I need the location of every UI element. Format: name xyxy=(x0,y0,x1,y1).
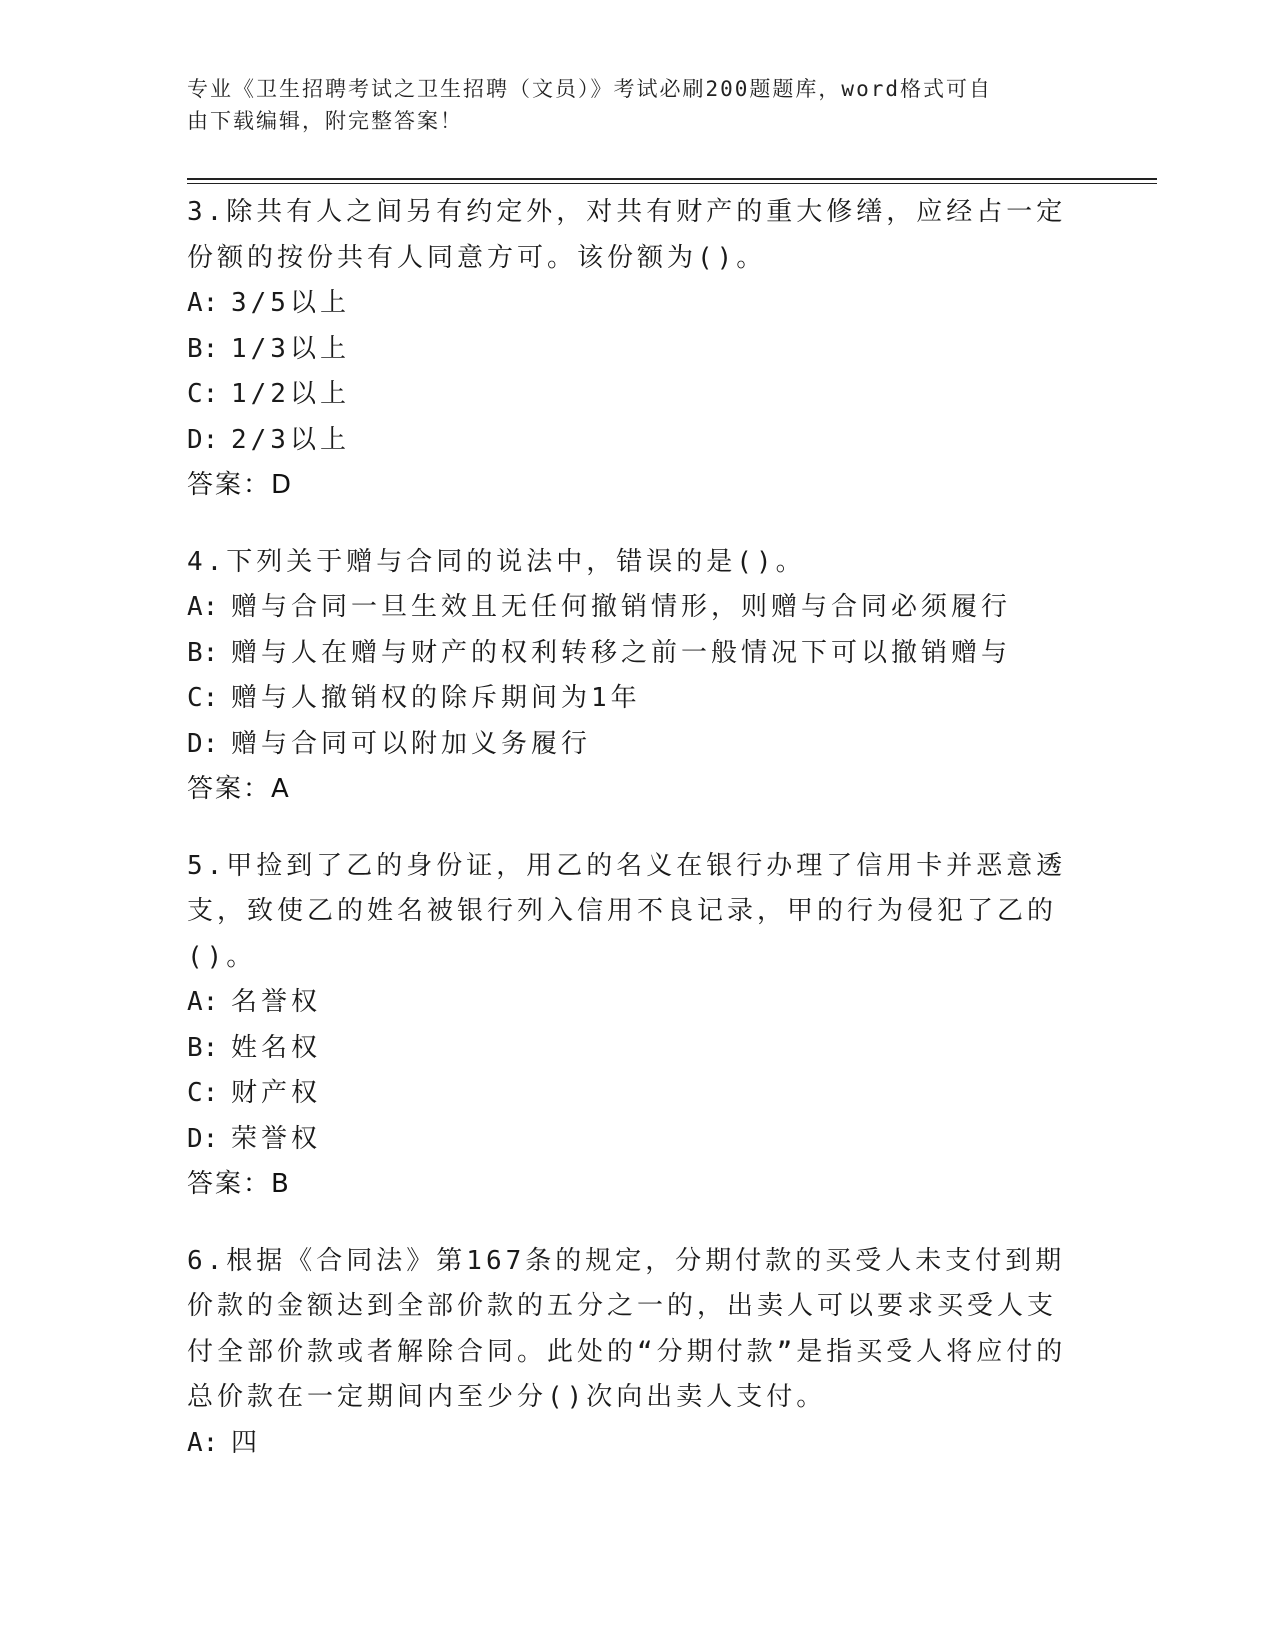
option-letter: A: xyxy=(187,987,219,1017)
document-header xyxy=(187,73,1067,137)
option-letter: D: xyxy=(187,1123,219,1154)
option-a xyxy=(187,980,1067,1026)
question-stem: 3.除共有人之间另有约定外，对共有财产的重大修缮，应经占一定份额的按份共有人同意方可。该份额为()。 xyxy=(187,197,1067,273)
option-text: 四 xyxy=(231,1427,262,1458)
option-letter: C: xyxy=(187,1078,219,1108)
option-c xyxy=(187,1071,1067,1117)
option-d xyxy=(187,722,1067,768)
option-text: 赠与人在赠与财产的权利转移之前一般情况下可以撤销赠与 xyxy=(231,637,1012,668)
question-list xyxy=(187,190,1067,1497)
option-a xyxy=(187,585,1067,631)
option-text: 3/5以上 xyxy=(231,288,350,318)
question-stem: 5.甲捡到了乙的身份证，用乙的名义在银行办理了信用卡并恶意透支，致使乙的姓名被银行列入信用不良记录，甲的行为侵犯了乙的()。 xyxy=(187,850,1067,972)
option-text: 姓名权 xyxy=(231,1032,322,1063)
answer-line: 答案：B xyxy=(187,1169,291,1199)
answer-line: 答案：D xyxy=(187,470,294,500)
option-c xyxy=(187,372,1067,418)
question-4 xyxy=(187,540,1067,813)
header-divider-thin xyxy=(187,183,1157,184)
option-letter: D: xyxy=(187,728,219,759)
option-text: 1/3以上 xyxy=(231,333,350,364)
option-text: 赠与合同一旦生效且无任何撤销情形，则赠与合同必须履行 xyxy=(231,592,1012,622)
option-d xyxy=(187,1117,1067,1163)
header-divider-thick xyxy=(187,178,1157,180)
option-a xyxy=(187,1421,1067,1467)
question-3 xyxy=(187,190,1067,509)
option-text: 赠与人撤销权的除斥期间为1年 xyxy=(231,683,641,713)
option-letter: D: xyxy=(187,424,219,455)
question-stem: 6.根据《合同法》第167条的规定，分期付款的买受人未支付到期价款的金额达到全部价款的五分之一的，出卖人可以要求买受人支付全部价款或者解除合同。此处的“分期付款”是指买受人将应付的总价款在一定期间内至少分()次向出卖人支付。 xyxy=(187,1245,1067,1412)
option-c xyxy=(187,676,1067,722)
question-stem: 4.下列关于赠与合同的说法中，错误的是()。 xyxy=(187,546,806,577)
option-letter: A: xyxy=(187,592,219,622)
option-b xyxy=(187,1026,1067,1072)
question-6 xyxy=(187,1239,1067,1467)
option-b xyxy=(187,631,1067,677)
option-text: 赠与合同可以附加义务履行 xyxy=(231,728,592,759)
question-5 xyxy=(187,844,1067,1208)
header-line-2: 由下载编辑，附完整答案！ xyxy=(187,109,463,133)
answer-line: 答案：A xyxy=(187,774,291,804)
option-letter: B: xyxy=(187,333,219,364)
option-letter: B: xyxy=(187,1032,219,1063)
option-letter: C: xyxy=(187,379,219,409)
option-text: 2/3以上 xyxy=(231,424,350,455)
option-b xyxy=(187,327,1067,373)
option-a xyxy=(187,281,1067,327)
header-line-1: 专业《卫生招聘考试之卫生招聘（文员）》考试必刷200题题库，word格式可自 xyxy=(187,77,992,101)
option-letter: B: xyxy=(187,637,219,668)
option-text: 荣誉权 xyxy=(231,1123,322,1154)
option-letter: A: xyxy=(187,1427,219,1458)
option-letter: C: xyxy=(187,683,219,713)
option-d xyxy=(187,418,1067,464)
option-letter: A: xyxy=(187,288,219,318)
option-text: 名誉权 xyxy=(231,987,322,1017)
option-text: 财产权 xyxy=(231,1078,322,1108)
option-text: 1/2以上 xyxy=(231,379,350,409)
